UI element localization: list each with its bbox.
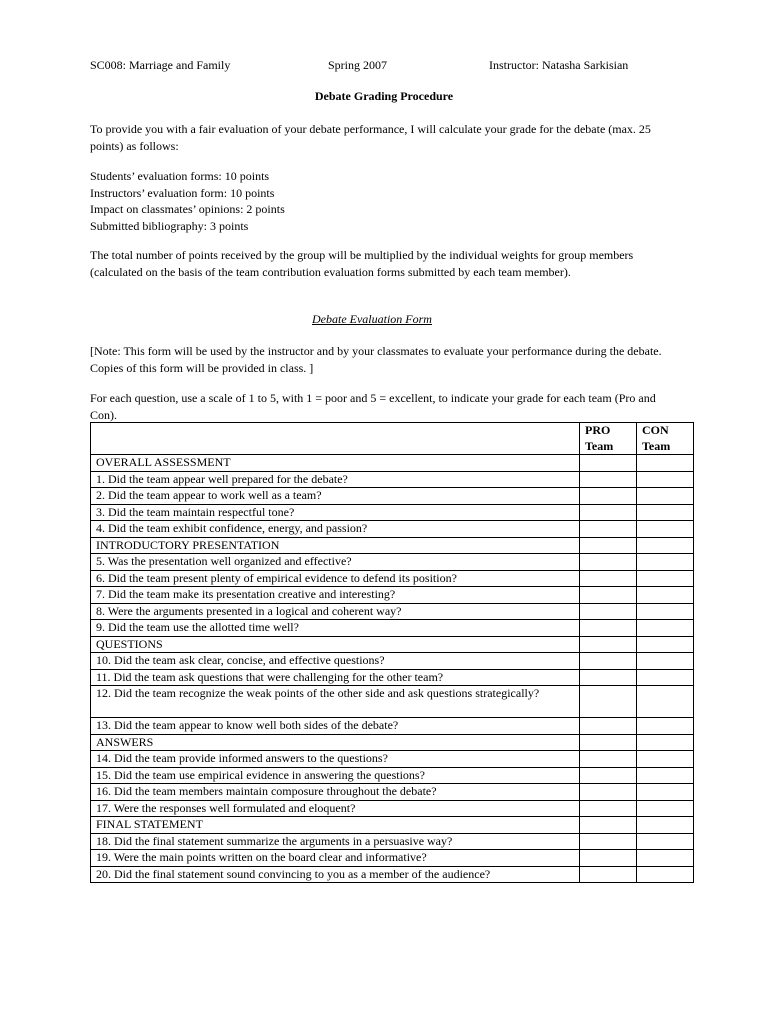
pro-grade-cell[interactable] — [580, 866, 637, 883]
points-item: Students’ evaluation forms: 10 points — [90, 169, 270, 183]
course-name: SC008: Marriage and Family — [90, 58, 231, 72]
question-text: 1. Did the team appear well prepared for the debate? — [91, 471, 580, 488]
pro-grade-cell[interactable] — [580, 471, 637, 488]
question-text: 6. Did the team present plenty of empirical evidence to defend its position? — [91, 570, 580, 587]
pro-grade-cell[interactable] — [580, 603, 637, 620]
question-text: 2. Did the team appear to work well as a team? — [91, 488, 580, 505]
question-row — [91, 620, 694, 637]
con-grade-cell[interactable] — [637, 718, 694, 735]
question-text: 8. Were the arguments presented in a logical and coherent way? — [91, 603, 580, 620]
con-grade-cell[interactable] — [637, 603, 694, 620]
question-row — [91, 471, 694, 488]
con-grade-cell[interactable] — [637, 850, 694, 867]
document-header — [90, 57, 690, 74]
section-label: FINAL STATEMENT — [91, 817, 580, 834]
section-row — [91, 817, 694, 834]
pro-grade-cell[interactable] — [580, 850, 637, 867]
pro-grade-cell[interactable] — [580, 455, 637, 472]
table-header-row — [91, 423, 694, 455]
question-row — [91, 718, 694, 735]
term: Spring 2007 — [328, 58, 388, 72]
intro-paragraph: To provide you with a fair evaluation of your debate performance, I will calculate your grade for the debate (max. 25 points) as follows: — [90, 122, 651, 153]
con-grade-cell[interactable] — [637, 504, 694, 521]
pro-team-header: PRO Team — [580, 423, 637, 455]
scale-instructions: For each question, use a scale of 1 to 5, with 1 = poor and 5 = excellent, to indicate your grade for each team (Pro and Con). — [90, 391, 656, 422]
pro-grade-cell[interactable] — [580, 800, 637, 817]
pro-grade-cell[interactable] — [580, 537, 637, 554]
con-grade-cell[interactable] — [637, 587, 694, 604]
pro-grade-cell[interactable] — [580, 570, 637, 587]
con-grade-cell[interactable] — [637, 833, 694, 850]
con-grade-cell[interactable] — [637, 521, 694, 538]
question-text: 19. Were the main points written on the board clear and informative? — [91, 850, 580, 867]
section-label: ANSWERS — [91, 734, 580, 751]
con-grade-cell[interactable] — [637, 554, 694, 571]
question-text: 11. Did the team ask questions that were challenging for the other team? — [91, 669, 580, 686]
con-grade-cell[interactable] — [637, 817, 694, 834]
con-grade-cell[interactable] — [637, 686, 694, 718]
total-paragraph: The total number of points received by the group will be multiplied by the individual weights for group members (calculated on the basis of the team contribution evaluation forms submitted by each team member). — [90, 248, 634, 279]
points-item: Impact on classmates’ opinions: 2 points — [90, 202, 285, 216]
con-grade-cell[interactable] — [637, 570, 694, 587]
con-grade-cell[interactable] — [637, 751, 694, 768]
question-row — [91, 603, 694, 620]
con-grade-cell[interactable] — [637, 537, 694, 554]
pro-grade-cell[interactable] — [580, 833, 637, 850]
question-row — [91, 504, 694, 521]
question-text: 20. Did the final statement sound convincing to you as a member of the audience? — [91, 866, 580, 883]
pro-grade-cell[interactable] — [580, 751, 637, 768]
question-text: 16. Did the team members maintain composure throughout the debate? — [91, 784, 580, 801]
question-column-header — [91, 423, 580, 455]
question-row — [91, 751, 694, 768]
question-row — [91, 686, 694, 718]
con-grade-cell[interactable] — [637, 488, 694, 505]
question-row — [91, 488, 694, 505]
pro-grade-cell[interactable] — [580, 669, 637, 686]
question-text: 14. Did the team provide informed answers to the questions? — [91, 751, 580, 768]
question-text: 18. Did the final statement summarize the arguments in a persuasive way? — [91, 833, 580, 850]
points-item: Submitted bibliography: 3 points — [90, 218, 249, 233]
instructor: Instructor: Natasha Sarkisian — [489, 58, 629, 72]
pro-grade-cell[interactable] — [580, 653, 637, 670]
question-row — [91, 669, 694, 686]
section-row — [91, 455, 694, 472]
pro-grade-cell[interactable] — [580, 686, 637, 718]
pro-grade-cell[interactable] — [580, 504, 637, 521]
con-grade-cell[interactable] — [637, 455, 694, 472]
pro-grade-cell[interactable] — [580, 767, 637, 784]
question-row — [91, 784, 694, 801]
question-row — [91, 570, 694, 587]
con-grade-cell[interactable] — [637, 471, 694, 488]
question-text: 10. Did the team ask clear, concise, and effective questions? — [91, 653, 580, 670]
question-row — [91, 800, 694, 817]
question-row — [91, 587, 694, 604]
points-list — [90, 168, 680, 234]
section-row — [91, 734, 694, 751]
pro-grade-cell[interactable] — [580, 817, 637, 834]
question-row — [91, 833, 694, 850]
question-text: 3. Did the team maintain respectful tone? — [91, 504, 580, 521]
evaluation-table-body — [91, 455, 694, 883]
note-paragraph: [Note: This form will be used by the instructor and by your classmates to evaluate your performance during the debate. Copies of this form will be provided in class. ] — [90, 344, 662, 375]
section-label: QUESTIONS — [91, 636, 580, 653]
points-item: Instructors’ evaluation form: 10 points — [90, 185, 275, 200]
con-grade-cell[interactable] — [637, 620, 694, 637]
pro-grade-cell[interactable] — [580, 554, 637, 571]
question-row — [91, 521, 694, 538]
con-grade-cell[interactable] — [637, 784, 694, 801]
pro-grade-cell[interactable] — [580, 587, 637, 604]
section-row — [91, 537, 694, 554]
section-row — [91, 636, 694, 653]
evaluation-table — [90, 422, 694, 883]
pro-grade-cell[interactable] — [580, 636, 637, 653]
con-grade-cell[interactable] — [637, 669, 694, 686]
section-label: OVERALL ASSESSMENT — [91, 455, 580, 472]
question-text: 17. Were the responses well formulated and eloquent? — [91, 800, 580, 817]
page-title: Debate Grading Procedure — [314, 89, 454, 103]
pro-grade-cell[interactable] — [580, 521, 637, 538]
con-team-header: CON Team — [637, 423, 694, 455]
question-text: 12. Did the team recognize the weak points of the other side and ask questions strategically? — [91, 686, 580, 718]
question-text: 4. Did the team exhibit confidence, energy, and passion? — [91, 521, 580, 538]
question-text: 5. Was the presentation well organized and effective? — [91, 554, 580, 571]
pro-grade-cell[interactable] — [580, 784, 637, 801]
question-text: 9. Did the team use the allotted time well? — [91, 620, 580, 637]
con-grade-cell[interactable] — [637, 767, 694, 784]
question-text: 7. Did the team make its presentation creative and interesting? — [91, 587, 580, 604]
con-grade-cell[interactable] — [637, 653, 694, 670]
con-grade-cell[interactable] — [637, 866, 694, 883]
question-text: 15. Did the team use empirical evidence in answering the questions? — [91, 767, 580, 784]
question-row — [91, 850, 694, 867]
pro-grade-cell[interactable] — [580, 620, 637, 637]
pro-grade-cell[interactable] — [580, 488, 637, 505]
pro-grade-cell[interactable] — [580, 734, 637, 751]
section-label: INTRODUCTORY PRESENTATION — [91, 537, 580, 554]
question-row — [91, 866, 694, 883]
question-row — [91, 653, 694, 670]
pro-grade-cell[interactable] — [580, 718, 637, 735]
form-title: Debate Evaluation Form — [312, 312, 432, 326]
con-grade-cell[interactable] — [637, 636, 694, 653]
question-row — [91, 767, 694, 784]
con-grade-cell[interactable] — [637, 734, 694, 751]
con-grade-cell[interactable] — [637, 800, 694, 817]
question-row — [91, 554, 694, 571]
question-text: 13. Did the team appear to know well both sides of the debate? — [91, 718, 580, 735]
